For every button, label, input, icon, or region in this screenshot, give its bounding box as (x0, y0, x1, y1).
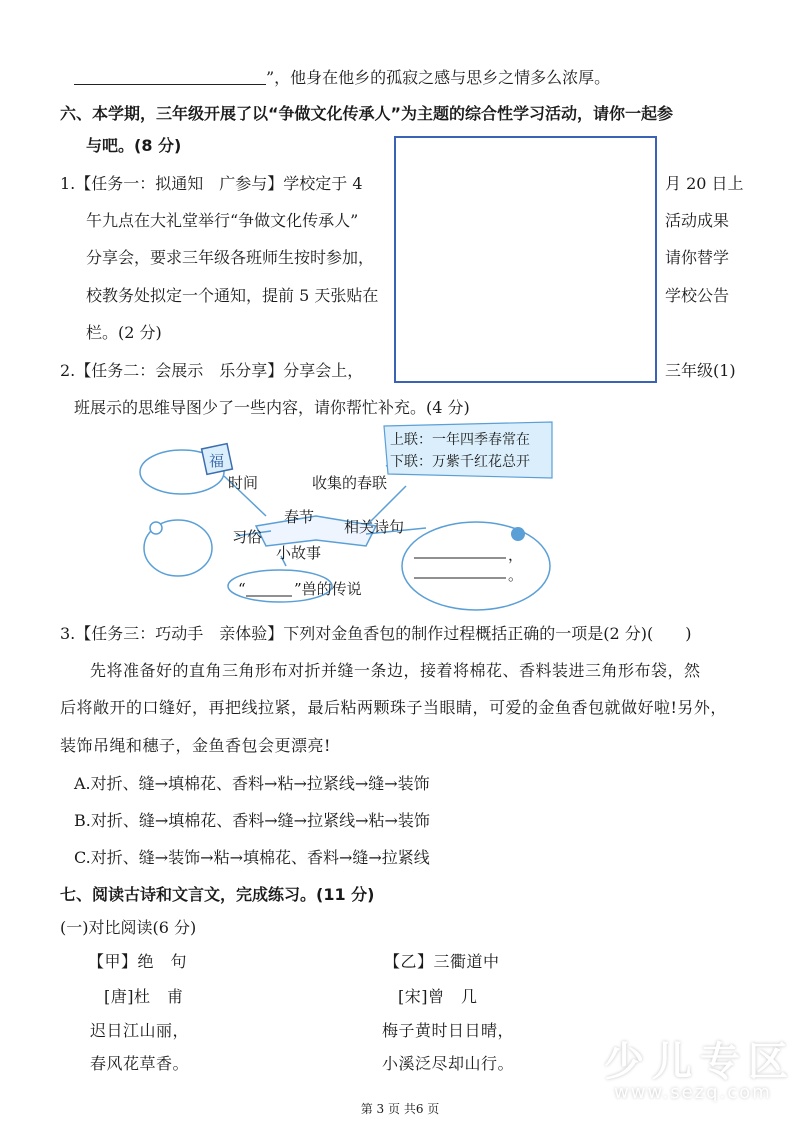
poem-b-title: 【乙】三衢道中 (384, 952, 500, 971)
legend-label: ”兽的传说 (294, 580, 362, 598)
task1-line: 校教务处拟定一个通知，提前 5 天张贴在 (86, 286, 379, 305)
poem-b-line: 小溪泛尽却山行。 (382, 1054, 515, 1073)
couplet-upper: 上联：一年四季春常在 (390, 432, 530, 448)
poem-a-title: 【甲】绝 句 (88, 952, 188, 971)
node-poems: 相关诗句 (344, 518, 405, 536)
task3-title: 3.【任务三：巧动手 亲体验】下列对金鱼香包的制作过程概括正确的一项是(2 分)( ) (60, 624, 692, 643)
poem-blank-comma: ， (508, 546, 524, 564)
task3-para: 装饰吊绳和穗子，金鱼香包会更漂亮! (60, 736, 331, 755)
task1-line: 午九点在大礼堂举行“争做文化传承人” (86, 211, 359, 230)
task1-right: 活动成果 (665, 211, 730, 230)
couplet-lower: 下联：万紫千红花总开 (390, 454, 530, 470)
notice-answer-box[interactable] (394, 136, 657, 383)
node-time: 时间 (228, 474, 259, 492)
task1-line: 栏。(2 分) (86, 323, 162, 342)
poem-b-line: 梅子黄时日日晴， (382, 1021, 515, 1040)
task2-line-right: 三年级(1) (665, 361, 736, 380)
answer-blank[interactable] (74, 84, 266, 85)
task2-line: 2.【任务二：会展示 乐分享】分享会上， (60, 361, 364, 380)
node-custom: 习俗 (232, 528, 263, 546)
poem-a-line: 春风花草香。 (90, 1054, 190, 1073)
poem-a-line: 迟日江山丽， (90, 1021, 190, 1040)
task1-line: 1.【任务一：拟通知 广参与】学校定于 4 (60, 174, 363, 193)
task1-right: 请你替学 (665, 248, 730, 267)
section6-title: 六、本学期，三年级开展了以“争做文化传承人”为主题的综合性学习活动，请你一起参 (60, 104, 674, 123)
lantern-icon (511, 527, 525, 541)
watermark-logo: 少儿专区 (604, 1039, 796, 1085)
node-couplets: 收集的春联 (312, 474, 388, 492)
section6-title-cont: 与吧。(8 分) (86, 136, 182, 155)
node-center: 春节 (284, 508, 315, 526)
poem-a-author: [唐]杜 甫 (104, 987, 184, 1006)
mind-map (136, 416, 556, 612)
task1-right: 学校公告 (665, 286, 730, 305)
task3-para: 先将准备好的直角三角形布对折并缝一条边，接着将棉花、香料装进三角形布袋，然 (90, 661, 701, 680)
node-story: 小故事 (276, 544, 322, 562)
poems-bubble (402, 522, 550, 610)
section7-sub: (一)对比阅读(6 分) (60, 918, 197, 937)
task3-para: 后将敞开的口缝好，再把线拉紧，最后粘两颗珠子当眼睛，可爱的金鱼香包就做好啦!另外， (60, 698, 727, 717)
option-c[interactable]: C.对折、缝→装饰→粘→填棉花、香料→缝→拉紧线 (74, 848, 430, 867)
fu-icon-char: 福 (209, 452, 225, 470)
pot-icon (150, 522, 162, 534)
section7-title: 七、阅读古诗和文言文，完成练习。(11 分) (60, 885, 375, 904)
task1-right: 月 20 日上 (665, 174, 744, 193)
task2-line2: 班展示的思维导图少了一些内容，请你帮忙补充。(4 分) (74, 398, 470, 417)
task1-line: 分享会，要求三年级各班师生按时参加， (86, 248, 375, 267)
option-b[interactable]: B.对折、缝→填棉花、香料→缝→拉紧线→粘→装饰 (74, 811, 430, 830)
continuation-text: ”，他身在他乡的孤寂之感与思乡之情多么浓厚。 (266, 68, 611, 87)
page-footer: 第 3 页 共6 页 (360, 1102, 440, 1116)
watermark-url: www.sezq.com (614, 1082, 772, 1103)
poem-b-author: [宋]曾 几 (398, 987, 478, 1006)
option-a[interactable]: A.对折、缝→填棉花、香料→粘→拉紧线→缝→装饰 (74, 774, 430, 793)
poem-blank-period: 。 (508, 566, 524, 584)
legend-open-quote: “ (238, 580, 246, 598)
